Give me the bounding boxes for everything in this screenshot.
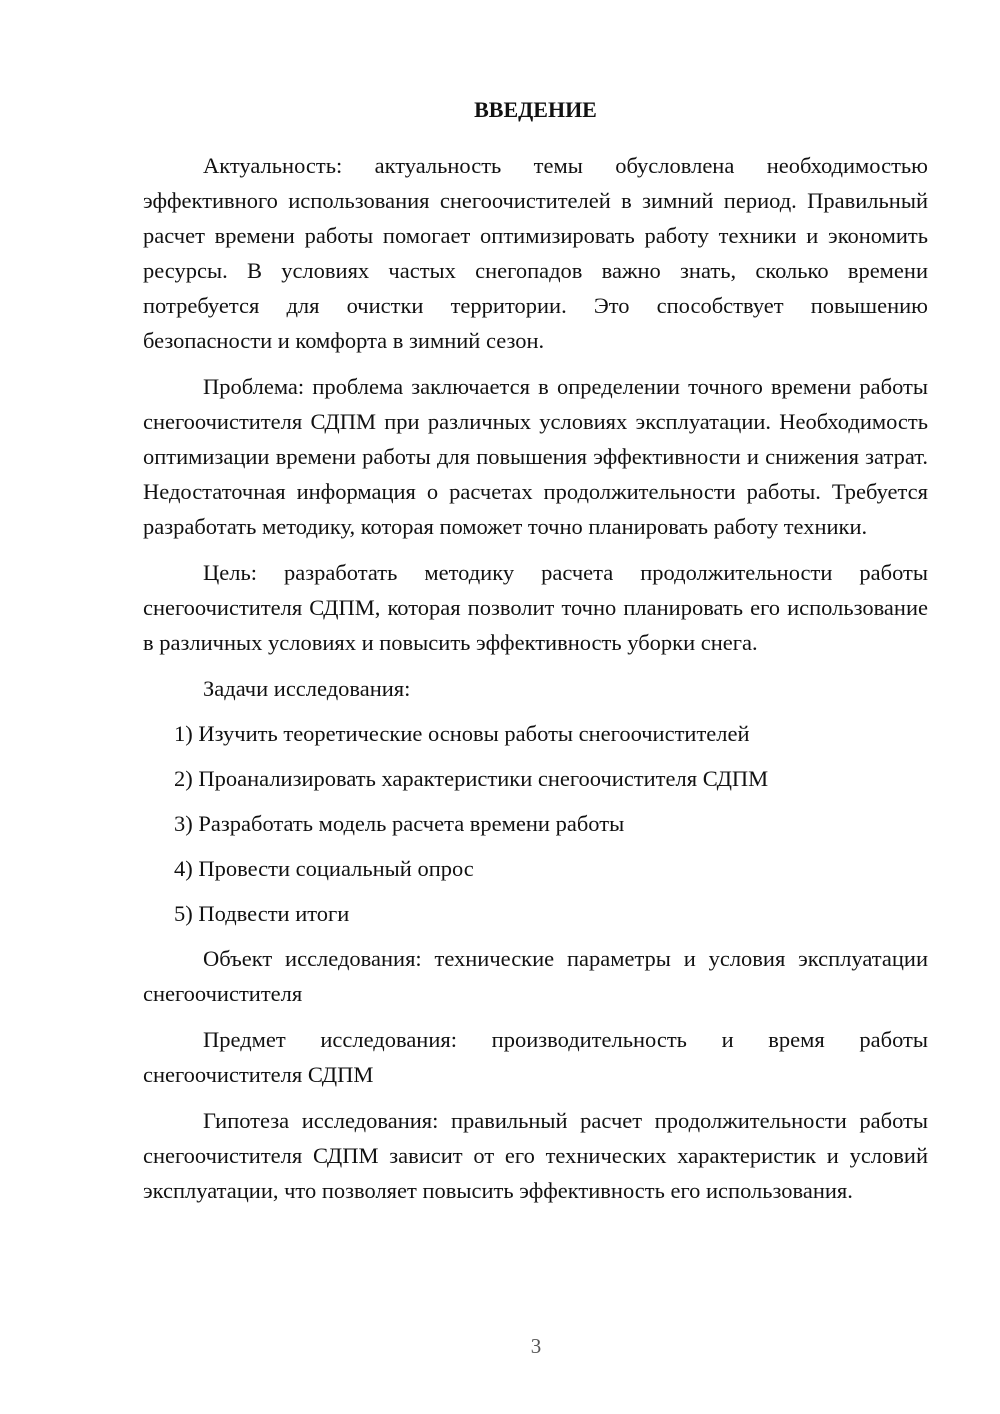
paragraph-problem: Проблема: проблема заключается в определении точного времени работы снегоочистителя СДПМ при различных условиях эксплуатации. Необходимость оптимизации времени работы для повышения эффективности и снижения затрат. Недостаточная информация о расчетах продолжительности работы. Требуется разработать методику, которая поможет точно планировать работу техники. bbox=[143, 374, 928, 539]
paragraph-goal: Цель: разработать методику расчета продолжительности работы снегоочистителя СДПМ, которая позволит точно планировать его использование в различных условиях и повысить эффективность уборки снега. bbox=[143, 560, 928, 655]
paragraph-relevance: Актуальность: актуальность темы обусловлена необходимостью эффективного использования снегоочистителей в зимний период. Правильный расчет времени работы помогает оптимизировать работу техники и экономить ресурсы. В условиях частых снегопадов важно знать, сколько времени потребуется для очистки территории. Это способствует повышению безопасности и комфорта в зимний сезон. bbox=[143, 153, 928, 353]
paragraph-hypothesis: Гипотеза исследования: правильный расчет продолжительности работы снегоочистителя СДПМ зависит от его технических характеристик и условий эксплуатации, что позволяет повысить эффективность его использования. bbox=[143, 1108, 928, 1203]
task-item-5: 5) Подвести итоги bbox=[174, 901, 350, 926]
page-number: 3 bbox=[530, 1334, 542, 1358]
paragraph-subject: Предмет исследования: производительность и время работы снегоочистителя СДПМ bbox=[143, 1027, 928, 1087]
task-item-2: 2) Проанализировать характеристики снегоочистителя СДПМ bbox=[174, 766, 769, 791]
paragraph-object: Объект исследования: технические параметры и условия эксплуатации снегоочистителя bbox=[143, 946, 928, 1006]
section-heading: ВВЕДЕНИЕ bbox=[474, 97, 597, 122]
tasks-title: Задачи исследования: bbox=[203, 676, 411, 701]
task-item-1: 1) Изучить теоретические основы работы снегоочистителей bbox=[174, 721, 750, 746]
tasks-list bbox=[143, 716, 928, 931]
task-item-3: 3) Разработать модель расчета времени работы bbox=[174, 811, 625, 836]
page-content bbox=[143, 92, 928, 1219]
task-item-4: 4) Провести социальный опрос bbox=[174, 856, 474, 881]
